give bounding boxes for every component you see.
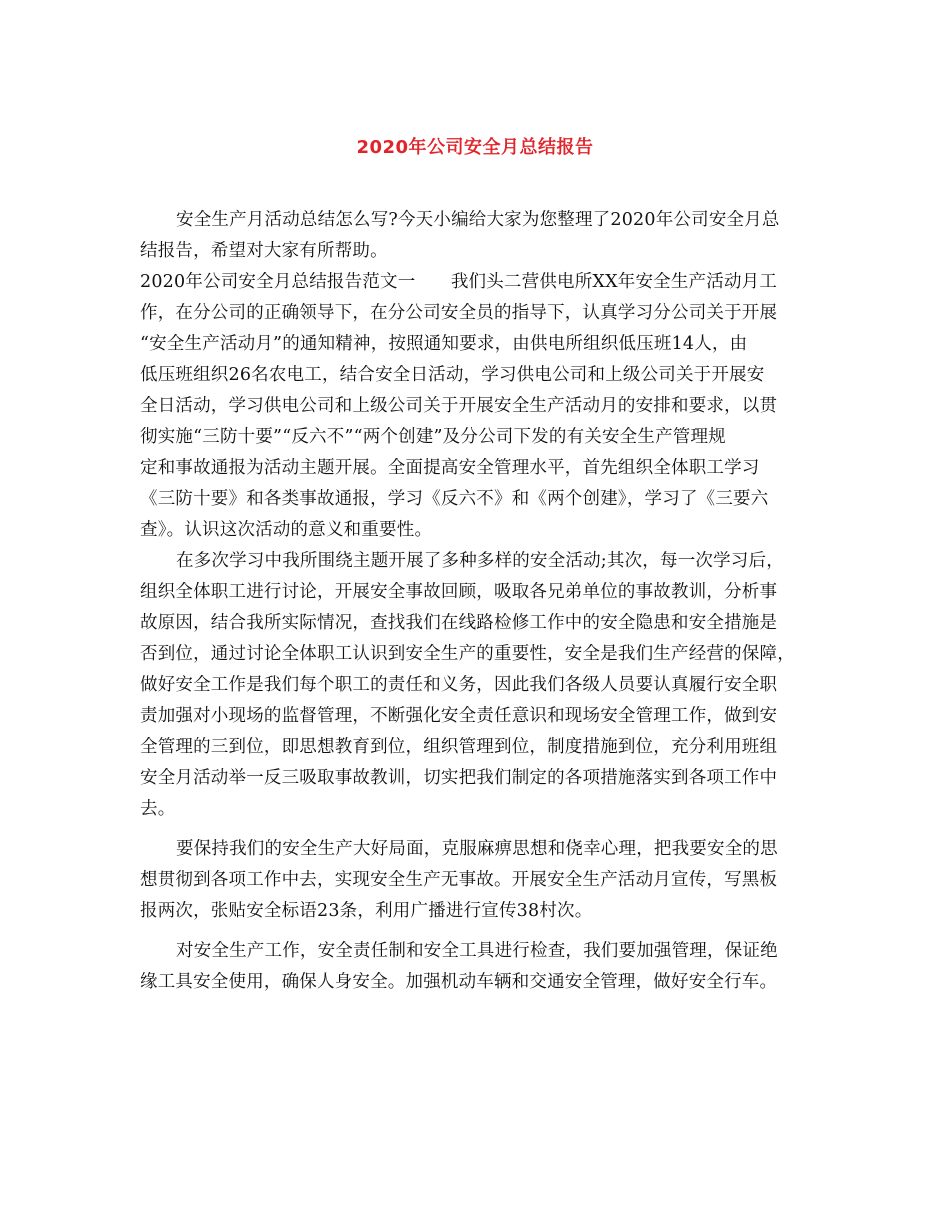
paragraph-line: 低压班组织26名农电工，结合安全日活动，学习供电公司和上级公司关于开展安: [140, 365, 765, 385]
paragraph-line: 安全月活动举一反三吸取事故教训，切实把我们制定的各项措施落实到各项工作中: [140, 768, 778, 788]
paragraph-line: 想贯彻到各项工作中去，实现安全生产无事故。开展安全生产活动月宣传，写黑板: [140, 870, 778, 890]
paragraph-line: 结报告，希望对大家有所帮助。: [140, 241, 388, 261]
paragraph-line: 责加强对小现场的监督管理，不断强化安全责任意识和现场安全管理工作，做到安: [140, 706, 778, 726]
paragraph-line: 在多次学习中我所围绕主题开展了多种多样的安全活动;其次，每一次学习后，: [176, 551, 784, 571]
paragraph-line: 做好安全工作是我们每个职工的责任和义务，因此我们各级人员要认真履行安全职: [140, 675, 778, 695]
paragraph-line: 组织全体职工进行讨论，开展安全事故回顾，吸取各兄弟单位的事故教训，分析事: [140, 582, 778, 602]
paragraph-line: 2020年公司安全月总结报告范文一 我们头二营供电所XX年安全生产活动月工: [140, 272, 778, 292]
paragraph-line: 去。: [140, 799, 176, 819]
paragraph-line: 故原因，结合我所实际情况，查找我们在线路检修工作中的安全隐患和安全措施是: [140, 613, 778, 633]
paragraph-line: 缘工具安全使用，确保人身安全。加强机动车辆和交通安全管理，做好安全行车。: [140, 972, 778, 992]
paragraph-line: 查》。认识这次活动的意义和重要性。: [140, 520, 433, 540]
paragraph-line: 要保持我们的安全生产大好局面，克服麻痹思想和侥幸心理，把我要安全的思: [176, 839, 778, 859]
document-title: 2020年公司安全月总结报告: [356, 137, 594, 158]
paragraph-line: 《三防十要》和各类事故通报，学习《反六不》和《两个创建》，学习了《三要六: [140, 489, 769, 509]
paragraph-line: 全日活动，学习供电公司和上级公司关于开展安全生产活动月的安排和要求，以贯: [140, 396, 778, 416]
paragraph-line: 报两次，张贴安全标语23条，利用广播进行宣传38村次。: [140, 901, 593, 921]
paragraph-line: 彻实施“三防十要”“反六不”“两个创建”及分公司下发的有关安全生产管理规: [140, 427, 726, 447]
paragraph-line: 全管理的三到位，即思想教育到位，组织管理到位，制度措施到位，充分利用班组: [140, 737, 778, 757]
paragraph-line: 否到位，通过讨论全体职工认识到安全生产的重要性，安全是我们生产经营的保障，: [140, 644, 795, 664]
paragraph-line: 对安全生产工作，安全责任制和安全工具进行检查，我们要加强管理，保证绝: [176, 941, 778, 961]
paragraph-line: 定和事故通报为活动主题开展。全面提高安全管理水平，首先组织全体职工学习: [140, 458, 760, 478]
document-body: [140, 205, 815, 998]
paragraph-line: 安全生产月活动总结怎么写?今天小编给大家为您整理了2020年公司安全月总: [176, 210, 780, 230]
paragraph-line: 作，在分公司的正确领导下，在分公司安全员的指导下，认真学习分公司关于开展: [140, 303, 778, 323]
paragraph-line: “安全生产活动月”的通知精神，按照通知要求，由供电所组织低压班14人，由: [140, 334, 748, 354]
